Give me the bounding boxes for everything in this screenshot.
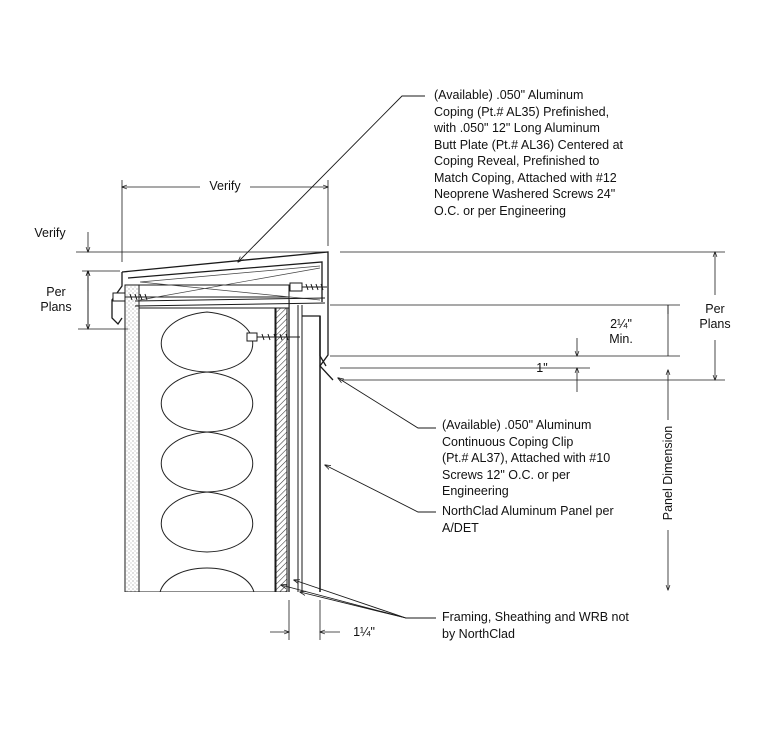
- coping-clip-callout: (Available) .050" Aluminum Continuous Coping Clip (Pt.# AL37), Attached with #10 Screws 12" O.C. or per Engineering: [442, 418, 611, 498]
- dim-drip-label: 1": [536, 361, 548, 375]
- wall-assembly: [92, 285, 382, 702]
- exterior-sheathing: [276, 300, 287, 592]
- coping-callout: (Available) .050" Aluminum Coping (Pt.# AL35) Prefinished, with .050" 12" Long Aluminum Butt Plate (Pt.# AL36) Centered at Coping Reveal, Prefinished to Match Coping, Attached with #12 Neoprene Washered Screws 24" O.C. or per Engineering: [434, 88, 624, 218]
- dim-reveal-min-label: 2¼" Min.: [609, 317, 633, 346]
- dim-coping-slope-label: Verify: [34, 226, 66, 240]
- dim-panel-dimension-label: Panel Dimension: [661, 425, 675, 521]
- interior-sheathing: [125, 285, 139, 592]
- panel-callout: NorthClad Aluminum Panel per A/DET: [442, 504, 614, 535]
- stud-cavity: [139, 308, 275, 592]
- dim-left-height-label: Per Plans: [40, 285, 72, 314]
- framing-callout: Framing, Sheathing and WRB not by NorthClad: [442, 610, 629, 641]
- dim-panel-gap-label: 1¼": [353, 625, 375, 639]
- dim-right-height-label: Per Plans: [699, 302, 731, 331]
- coping-outer-leg: [320, 300, 333, 380]
- dim-top-width-label: Verify: [209, 179, 241, 193]
